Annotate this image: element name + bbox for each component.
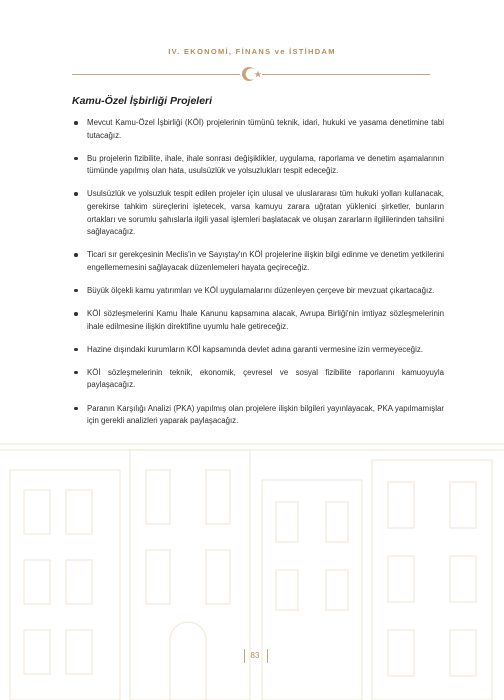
list-item-text: Paranın Karşılığı Analizi (PKA) yapılmış olan projelere ilişkin bilgileri yayınlayacak, PKA yapılmamışlar için gerekli analizleri yaparak paylaşacağız.: [87, 403, 444, 426]
list-item-text: Ticari sır gerekçesinin Meclis'in ve Sayıştay'ın KÖİ projelerine ilişkin bilgi edinme ve denetim yetkilerini engellememesini sağlayacak düzenlemeleri hayata geçireceğiz.: [87, 250, 444, 272]
bullet-icon: [74, 407, 78, 411]
bullet-icon: [74, 121, 78, 125]
section-title: Kamu-Özel İşbirliği Projeleri: [72, 95, 213, 107]
header-rule-left: [72, 74, 240, 75]
commitment-list: [72, 117, 444, 438]
list-item-text: KÖİ sözleşmelerini Kamu İhale Kanunu kapsamına alacak, Avrupa Birliği'nin imtiyaz sözleşmelerinin ihale edilmesine ilişkin direktifine uyumlu hale getireceğiz.: [87, 309, 444, 331]
list-item: [72, 249, 444, 274]
list-item: [72, 367, 444, 392]
bullet-icon: [74, 312, 78, 316]
list-item: [72, 285, 444, 298]
bullet-icon: [74, 157, 78, 161]
list-item-text: Hazine dışındaki kurumların KÖİ kapsamında devlet adına garanti vermesine izin vermeyeceğiz.: [87, 344, 423, 354]
bullet-icon: [74, 192, 78, 196]
list-item: [72, 344, 444, 357]
list-item: [72, 403, 444, 428]
list-item: [72, 188, 444, 238]
running-header: IV. EKONOMİ, FİNANS ve İSTİHDAM: [168, 47, 336, 56]
list-item: [72, 117, 444, 142]
list-item: [72, 153, 444, 178]
bullet-icon: [74, 253, 78, 257]
page-number: 83: [250, 651, 260, 660]
bullet-icon: [74, 371, 78, 375]
crescent-star-icon: [239, 63, 265, 85]
list-item-text: Bu projelerin fizibilite, ihale, ihale sonrası değişiklikler, uygulama, raporlama ve denetim aşamalarının tümünde yapılmış olan hata, usulsüzlük ve yolsuzlukları tespit edeceğiz.: [87, 153, 444, 176]
list-item-text: Büyük ölçekli kamu yatırımları ve KÖİ uygulamalarını düzenleyen çerçeve bir mevzuat çıkartacağız.: [87, 285, 435, 295]
list-item-text: Mevcut Kamu-Özel İşbirliği (KÖİ) projelerinin tümünü teknik, idari, hukuki ve yasama denetimine tabi tutacağız.: [87, 118, 444, 140]
header-rule-right: [262, 74, 430, 75]
list-item-text: Usulsüzlük ve yolsuzluk tespit edilen projeler için ulusal ve uluslararası tüm hukuki yolları kullanacak, gerekirse tahkim süreçlerini işletecek, varsa kamuyu zarara uğratan yüklenici şirketler, bunların ortakları ve sorumlu şahıslarla ilgili yasal işlemleri başlatacak ve oluşan zararların ilgililerinden tahsilini sağlayacağız.: [87, 189, 444, 237]
list-item: [72, 308, 444, 333]
bullet-icon: [74, 289, 78, 293]
bullet-icon: [74, 348, 78, 352]
list-item-text: KÖİ sözleşmelerinin teknik, ekonomik, çevresel ve sosyal fizibilite raporlarını kamuoyuyla paylaşacağız.: [87, 367, 444, 390]
